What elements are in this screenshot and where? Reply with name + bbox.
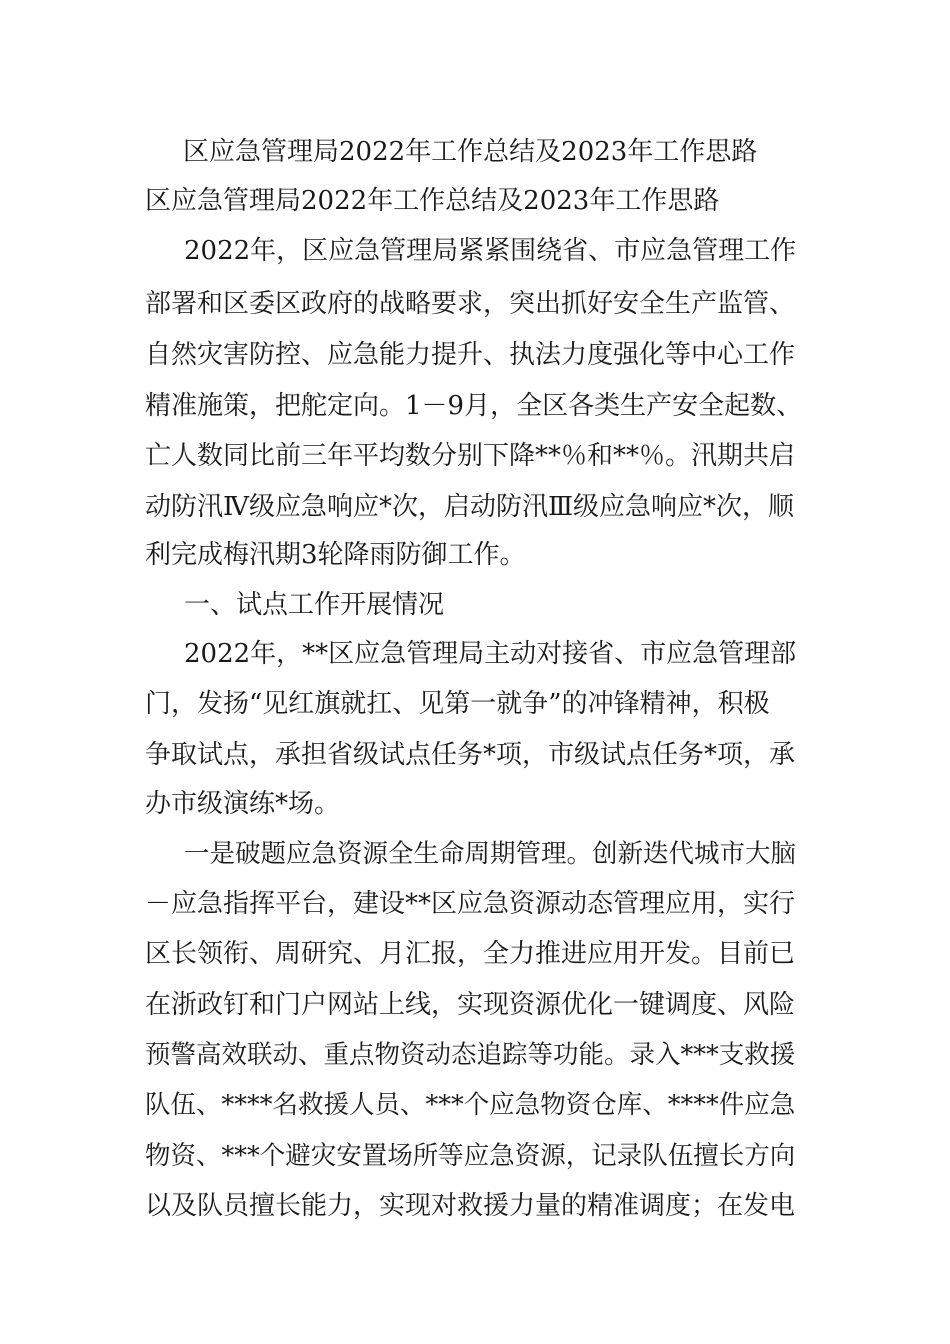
paragraph-line: 精准施策，把舵定向。1－9月，全区各类生产安全起数、 xyxy=(145,391,803,421)
paragraph-line: 以及队员擅长能力，实现对救援力量的精准调度；在发电 xyxy=(145,1191,796,1221)
paragraph-line: 2022年，**区应急管理局主动对接省、市应急管理部 xyxy=(184,639,797,669)
paragraph-line: 动防汛Ⅳ级应急响应*次，启动防汛Ⅲ级应急响应*次，顺 xyxy=(145,492,795,522)
paragraph-line: －应急指挥平台，建设**区应急资源动态管理应用，实行 xyxy=(145,889,796,919)
paragraph-line: 区长领衔、周研究、月汇报，全力推进应用开发。目前已 xyxy=(145,939,796,969)
paragraph-line: 部署和区委区政府的战略要求，突出抓好安全生产监管、 xyxy=(145,289,796,319)
section-heading: 一、试点工作开展情况 xyxy=(184,590,445,620)
paragraph-line: 争取试点，承担省级试点任务*项，市级试点任务*项，承 xyxy=(145,740,796,770)
paragraph-line: 办市级演练*场。 xyxy=(145,789,341,819)
paragraph-line: 预警高效联动、重点物资动态追踪等功能。录入***支救援 xyxy=(145,1040,796,1070)
paragraph-line: 物资、***个避灾安置场所等应急资源，记录队伍擅长方向 xyxy=(145,1141,796,1171)
paragraph-line: 队伍、****名救援人员、***个应急物资仓库、****件应急 xyxy=(145,1090,796,1120)
paragraph-line: 在浙政钉和门户网站上线，实现资源优化一键调度、风险 xyxy=(145,990,796,1020)
paragraph-line: 2022年，区应急管理局紧紧围绕省、市应急管理工作 xyxy=(184,236,797,266)
paragraph-line: 自然灾害防控、应急能力提升、执法力度强化等中心工作 xyxy=(145,340,796,370)
paragraph-line: 门，发扬“见红旗就扛、见第一就争”的冲锋精神，积极 xyxy=(145,689,770,719)
document-subtitle: 区应急管理局2022年工作总结及2023年工作思路 xyxy=(145,186,720,216)
paragraph-line: 利完成梅汛期3轮降雨防御工作。 xyxy=(145,540,526,570)
paragraph-line: 亡人数同比前三年平均数分别下降**％和**％。汛期共启 xyxy=(145,441,796,471)
document-title: 区应急管理局2022年工作总结及2023年工作思路 xyxy=(183,137,758,167)
paragraph-line: 一是破题应急资源全生命周期管理。创新迭代城市大脑 xyxy=(184,839,797,869)
